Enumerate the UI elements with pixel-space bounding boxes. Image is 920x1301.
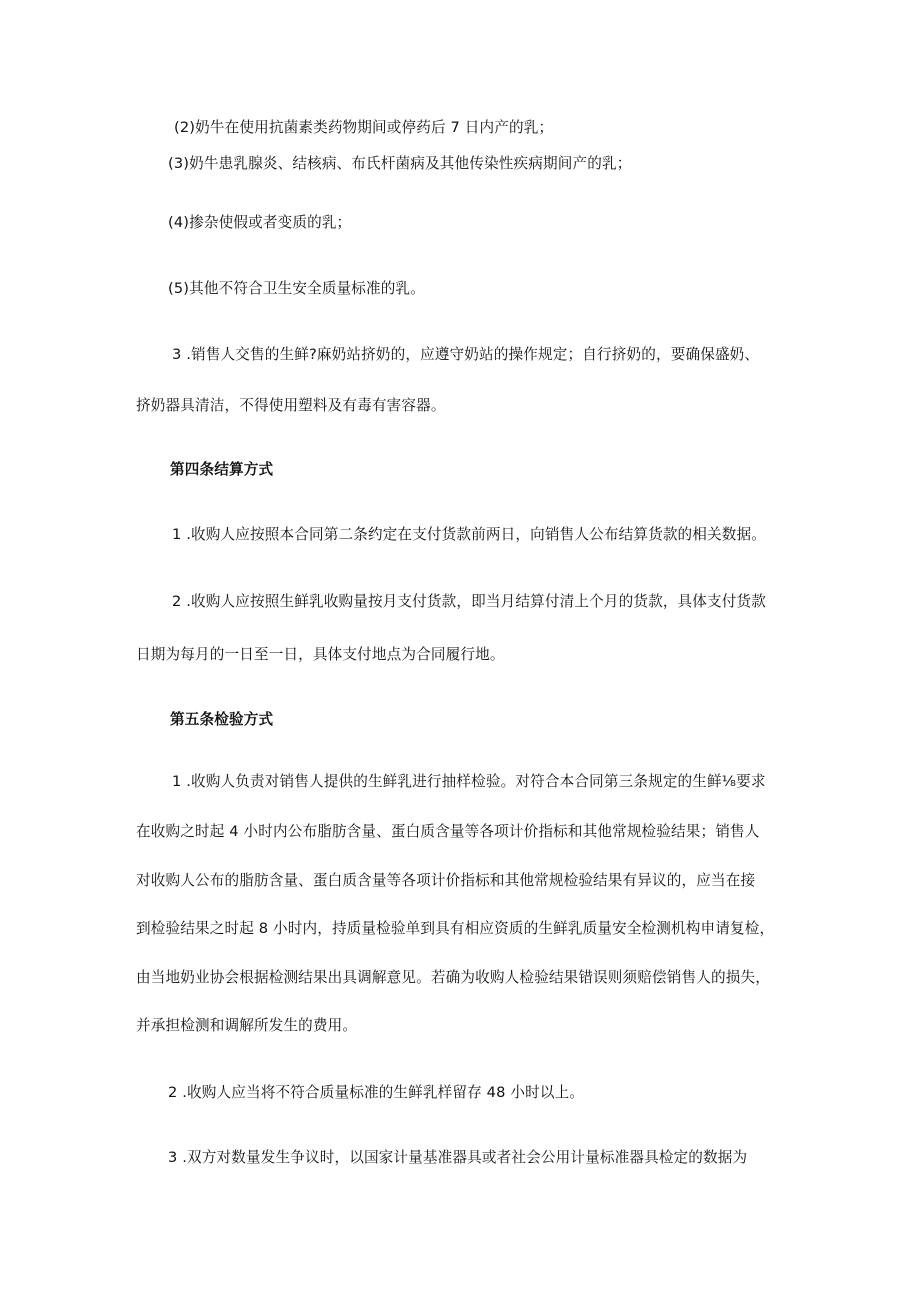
section-heading-article-5: 第五条检验方式 (170, 711, 274, 728)
section-heading-article-4: 第四条结算方式 (170, 461, 274, 478)
article-5-clause-2: 2 .收购人应当将不符合质量标准的生鲜乳样留存 48 小时以上。 (168, 1084, 585, 1101)
article-5-clause-1-line: 对收购人公布的脂肪含量、蛋白质含量等各项计价指标和其他常规检验结果有异议的，应当在接 (136, 872, 756, 889)
article-5-clause-1-line: 到检验结果之时起 8 小时内，持质量检验单到具有相应资质的生鲜乳质量安全检测机构申请复检， (136, 920, 775, 937)
clause-item-3: (3)奶牛患乳腺炎、结核病、布氏杆菌病及其他传染性疾病期间产的乳； (168, 155, 632, 172)
clause-3-paragraph-line: 3 .销售人交售的生鲜?麻奶站挤奶的，应遵守奶站的操作规定；自行挤奶的，要确保盛奶、 (172, 346, 760, 363)
article-5-clause-1-line: 1 .收购人负责对销售人提供的生鲜乳进行抽样检验。对符合本合同第三条规定的生鲜⅛要求 (172, 773, 766, 790)
clause-3-paragraph-line: 挤奶器具清洁，不得使用塑料及有毒有害容器。 (136, 397, 446, 414)
article-4-clause-2-line: 日期为每月的一日至一日，具体支付地点为合同履行地。 (136, 646, 505, 663)
clause-item-2: (2)奶牛在使用抗菌素类药物期间或停药后 7 日内产的乳； (174, 119, 554, 136)
article-5-clause-1-line: 在收购之时起 4 小时内公布脂肪含量、蛋白质含量等各项计价指标和其他常规检验结果；销售人 (136, 823, 760, 840)
article-5-clause-1-line: 由当地奶业协会根据检测结果出具调解意见。若确为收购人检验结果错误则须赔偿销售人的损失， (136, 969, 770, 986)
clause-item-5: (5)其他不符合卫生安全质量标准的乳。 (168, 280, 426, 297)
article-5-clause-3-line: 3 .双方对数量发生争议时，以国家计量基准器具或者社会公用计量标准器具检定的数据为 (168, 1149, 748, 1166)
article-4-clause-1: 1 .收购人应按照本合同第二条约定在支付货款前两日，向销售人公布结算货款的相关数据。 (172, 526, 767, 543)
article-4-clause-2-line: 2 .收购人应按照生鲜乳收购量按月支付货款，即当月结算付清上个月的货款，具体支付货款 (172, 593, 767, 610)
article-5-clause-1-line: 并承担检测和调解所发生的费用。 (136, 1017, 358, 1034)
clause-item-4: (4)掺杂使假或者变质的乳； (168, 214, 352, 231)
